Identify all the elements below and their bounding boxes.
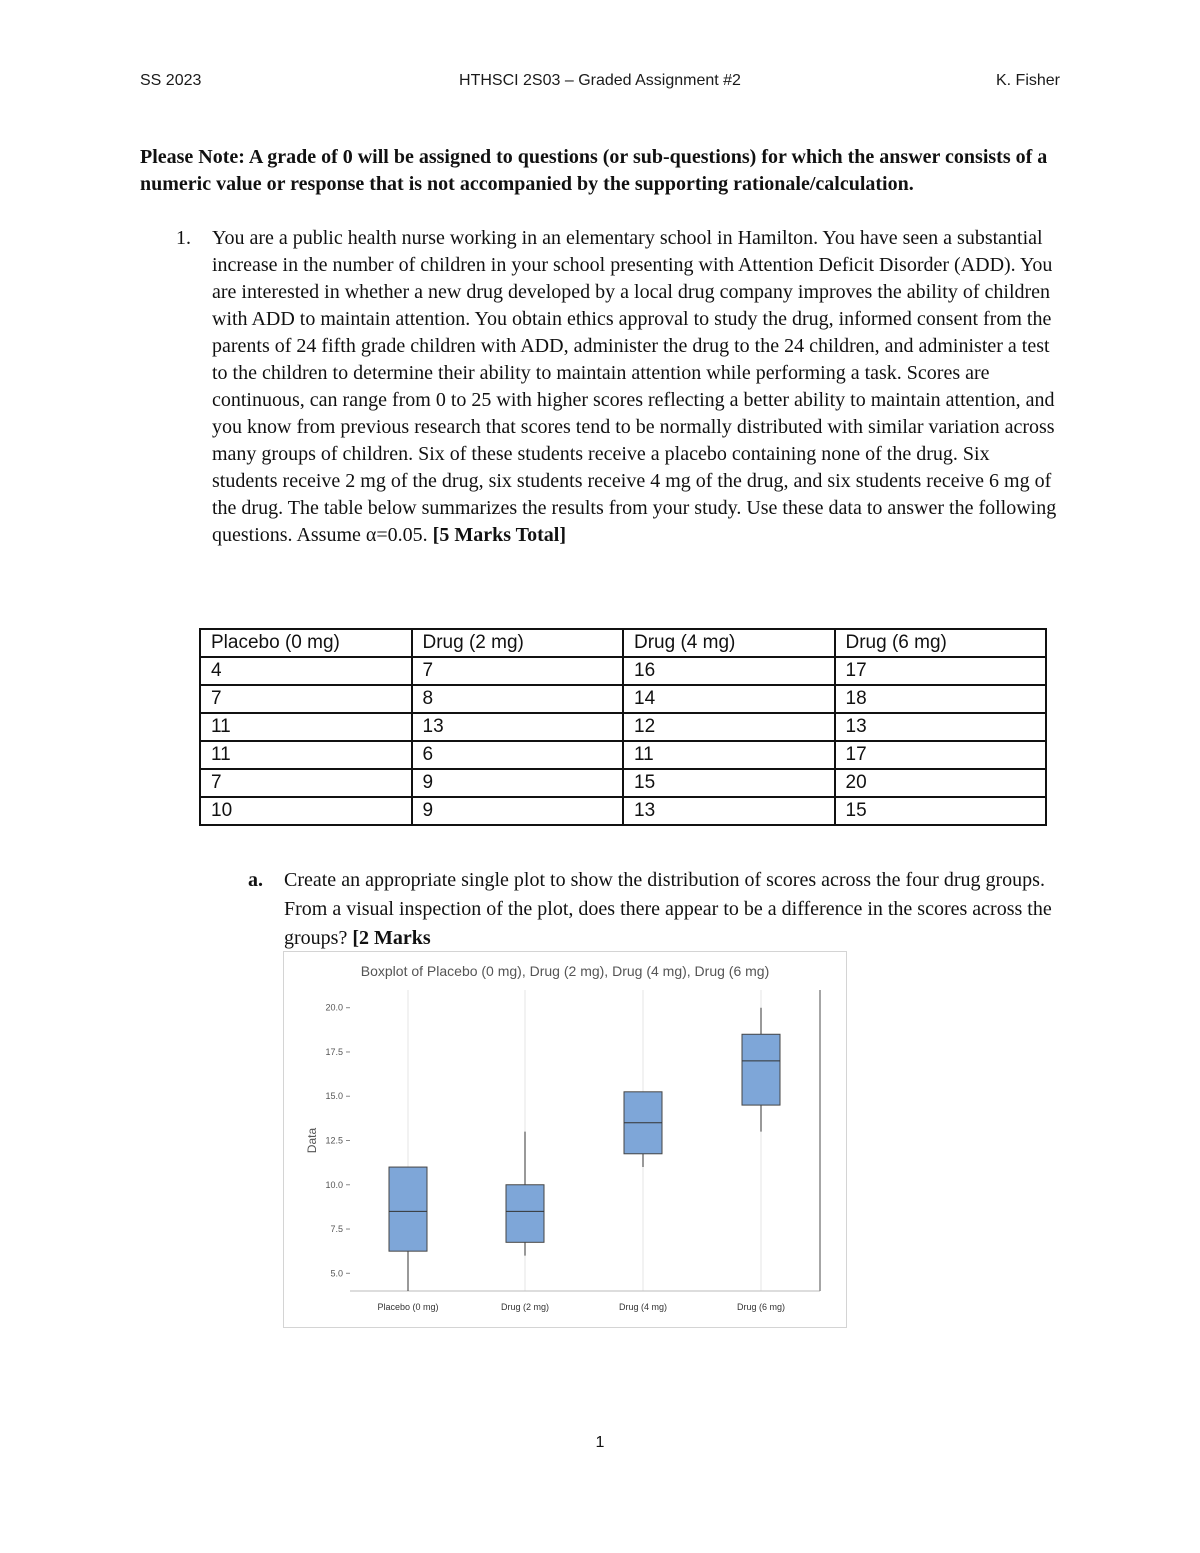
y-tick-label: 10.0: [325, 1179, 343, 1190]
table-cell: 4: [200, 657, 412, 685]
table-header-row: [200, 629, 1046, 657]
table-cell: 11: [200, 741, 412, 769]
table-cell: 17: [835, 657, 1047, 685]
x-tick-label: Placebo (0 mg): [377, 1302, 439, 1312]
y-tick-label: 17.5: [325, 1046, 343, 1057]
boxplot-chart: [284, 952, 846, 1327]
subquestion-a: [140, 866, 1060, 953]
table-cell: 9: [412, 769, 624, 797]
page-header: [140, 72, 1060, 96]
table-row: [200, 769, 1046, 797]
question-text: You are a public health nurse working in an elementary school in Hamilton. You have seen a substantial increase in the number of children in your school presenting with Attention Deficit Disorder (ADD). You are interested in whether a new drug developed by a local drug company improves the ability of children with ADD to maintain attention. You obtain ethics approval to study the drug, informed consent from the parents of 24 fifth grade children with ADD, administer the drug to the 24 children, and administer a test to the children to determine their ability to maintain attention while performing a task. Scores are continuous, can range from 0 to 25 with higher scores reflecting a better ability to maintain attention, and you know from previous research that scores tend to be normally distributed with similar variation across many groups of children. Six of these students receive a placebo containing none of the drug. Six students receive 2 mg of the drug, six students receive 4 mg of the drug, and six students receive 6 mg of the drug. The table below summarizes the results from your study. Use these data to answer the following questions. Assume α=0.05.: [212, 227, 1057, 546]
y-axis-label: Data: [305, 1127, 319, 1154]
x-tick-label: Drug (2 mg): [500, 1302, 550, 1312]
table-cell: 13: [835, 713, 1047, 741]
table-row: [200, 713, 1046, 741]
y-tick-label: 15.0: [325, 1091, 343, 1102]
box-4: [742, 1034, 780, 1105]
table-row: [200, 685, 1046, 713]
table-cell: 13: [412, 713, 624, 741]
box-2: [506, 1185, 544, 1243]
boxplot-figure: [283, 951, 847, 1328]
question-1: [140, 225, 1060, 549]
y-tick-label: 7.5: [330, 1224, 343, 1235]
table-cell: 13: [623, 797, 835, 825]
table-cell: 9: [412, 797, 624, 825]
table-row: [200, 797, 1046, 825]
page-number: 1: [595, 1434, 605, 1451]
table-cell: 11: [623, 741, 835, 769]
table-cell: 17: [835, 741, 1047, 769]
question-number: 1.: [176, 227, 191, 249]
column-header: Drug (6 mg): [835, 629, 1047, 657]
table-cell: 15: [623, 769, 835, 797]
table-row: [200, 657, 1046, 685]
table-cell: 7: [412, 657, 624, 685]
table-row: [200, 741, 1046, 769]
subquestion-text: Create an appropriate single plot to show the distribution of scores across the four drug groups. From a visual inspection of the plot, does there appear to be a difference in the scores across the groups?: [284, 869, 1052, 949]
column-header: Drug (4 mg): [623, 629, 835, 657]
header-author: K. Fisher: [995, 72, 1060, 89]
table-cell: 11: [200, 713, 412, 741]
header-term: SS 2023: [140, 72, 202, 89]
chart-title: Boxplot of Placebo (0 mg), Drug (2 mg), Drug (4 mg), Drug (6 mg): [360, 963, 770, 979]
table-cell: 7: [200, 685, 412, 713]
subquestion-text-block: [284, 866, 1060, 953]
column-header: Placebo (0 mg): [200, 629, 412, 657]
table-cell: 16: [623, 657, 835, 685]
x-tick-label: Drug (4 mg): [618, 1302, 668, 1312]
table-cell: 6: [412, 741, 624, 769]
table-cell: 8: [412, 685, 624, 713]
question-marks: [5 Marks Total]: [432, 524, 566, 546]
table-cell: 14: [623, 685, 835, 713]
table-cell: 18: [835, 685, 1047, 713]
grading-note: Please Note: A grade of 0 will be assigned to questions (or sub-questions) for which the answer consists of a numeric value or response that is not accompanied by the supporting rationale/calculation.: [140, 146, 1048, 195]
table-cell: 20: [835, 769, 1047, 797]
table-cell: 10: [200, 797, 412, 825]
subquestion-label: a.: [248, 869, 263, 891]
y-tick-label: 20.0: [325, 1002, 343, 1013]
results-table: [199, 628, 1047, 826]
y-tick-label: 5.0: [330, 1268, 343, 1279]
column-header: Drug (2 mg): [412, 629, 624, 657]
header-course-title: HTHSCI 2S03 – Graded Assignment #2: [459, 72, 741, 89]
table-cell: 7: [200, 769, 412, 797]
table-cell: 15: [835, 797, 1047, 825]
box-1: [389, 1167, 427, 1251]
x-tick-label: Drug (6 mg): [736, 1302, 786, 1312]
subquestion-marks: [2 Marks: [352, 927, 431, 949]
question-text-block: [212, 225, 1060, 549]
y-tick-label: 12.5: [325, 1135, 343, 1146]
table-cell: 12: [623, 713, 835, 741]
